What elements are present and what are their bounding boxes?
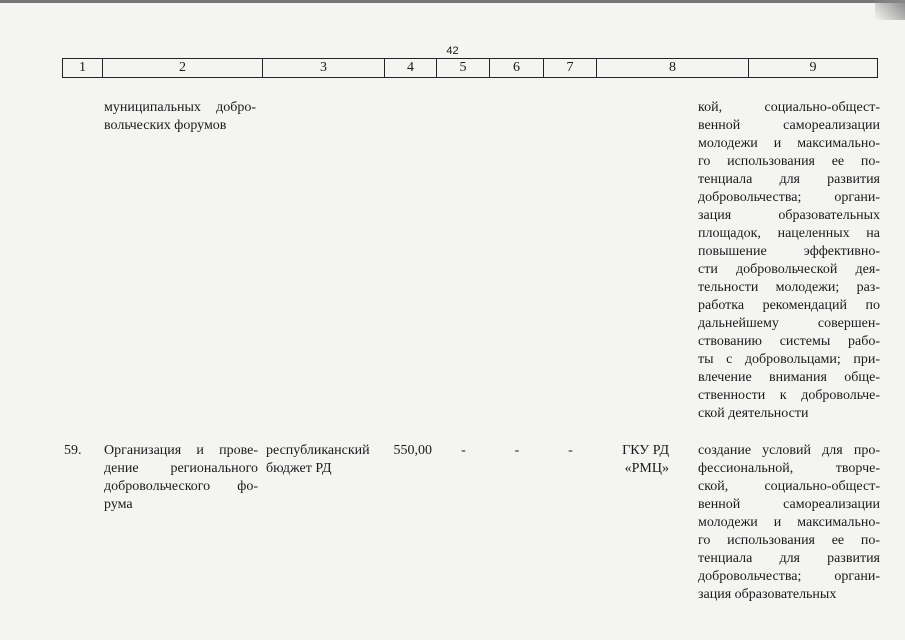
header-col-6: 6 — [490, 59, 544, 77]
text-line: рума — [104, 497, 133, 512]
text-line: влечение внимания обще- — [698, 370, 880, 385]
text-line: молодежи и максимально- — [698, 136, 880, 151]
row59-col2-text — [104, 442, 258, 514]
row59-col7-value: - — [568, 443, 573, 458]
continuation-col2-text — [104, 99, 256, 135]
text-line: венной самореализации — [698, 497, 880, 512]
row-number: 59. — [64, 443, 82, 458]
header-col-3: 3 — [263, 59, 385, 77]
text-line: тенциала для развития — [698, 551, 880, 566]
header-col-5: 5 — [437, 59, 490, 77]
continuation-col9-text — [698, 99, 880, 423]
text-line: площадок, нацеленных на — [698, 226, 880, 241]
text-line: тельности молодежи; раз- — [698, 280, 880, 295]
scan-corner-shadow — [875, 0, 905, 20]
header-col-7: 7 — [544, 59, 597, 77]
text-line: сти добровольческой дея- — [698, 262, 880, 277]
text-line: ствованию системы рабо- — [698, 334, 880, 349]
text-line: бюджет РД — [266, 461, 332, 476]
text-line: фессиональной, творче- — [698, 461, 880, 476]
text-line: го использования ее по- — [698, 154, 880, 169]
row59-col3-text — [266, 442, 390, 478]
page-number: 42 — [446, 45, 459, 57]
text-line: «РМЦ» — [624, 461, 669, 476]
text-line: ской деятельности — [698, 406, 809, 421]
row59-col9-text — [698, 442, 880, 604]
table-header-row — [62, 58, 878, 78]
header-col-8: 8 — [597, 59, 749, 77]
text-line: тенциала для развития — [698, 172, 880, 187]
scan-top-edge — [0, 0, 905, 3]
text-line: го использования ее по- — [698, 533, 880, 548]
text-line: зация образовательных — [698, 587, 837, 602]
text-line: добровольчества; органи- — [698, 190, 880, 205]
text-line: дальнейшему совершен- — [698, 316, 880, 331]
text-line: муниципальных добро- — [104, 100, 256, 115]
text-line: дение регионального — [104, 461, 258, 476]
header-col-2: 2 — [103, 59, 263, 77]
header-col-9: 9 — [809, 60, 817, 75]
text-line: молодежи и максимально- — [698, 515, 880, 530]
text-line: повышение эффективно- — [698, 244, 880, 259]
text-line: республиканский — [266, 443, 370, 458]
text-line: ственности к добровольче- — [698, 388, 880, 403]
row59-col8-text — [597, 442, 669, 478]
text-line: добровольческого фо- — [104, 479, 258, 494]
text-line: ты с добровольцами; при- — [698, 352, 880, 367]
text-line: венной самореализации — [698, 118, 880, 133]
header-col-4: 4 — [385, 59, 437, 77]
text-line: добровольчества; органи- — [698, 569, 880, 584]
text-line: Организация и прове- — [104, 443, 258, 458]
text-line: работка рекомендаций по — [698, 298, 880, 313]
header-col-1: 1 — [63, 59, 103, 77]
text-line: создание условий для про- — [698, 443, 880, 458]
text-line: зация образовательных — [698, 208, 880, 223]
row59-col6-value: - — [514, 443, 520, 458]
text-line: вольческих форумов — [104, 118, 227, 133]
text-line: ской, социально-общест- — [698, 479, 880, 494]
row59-col4-value: 550,00 — [393, 443, 432, 458]
row59-col5-value: - — [461, 443, 466, 458]
text-line: ГКУ РД — [622, 443, 669, 458]
text-line: кой, социально-общест- — [698, 100, 880, 115]
